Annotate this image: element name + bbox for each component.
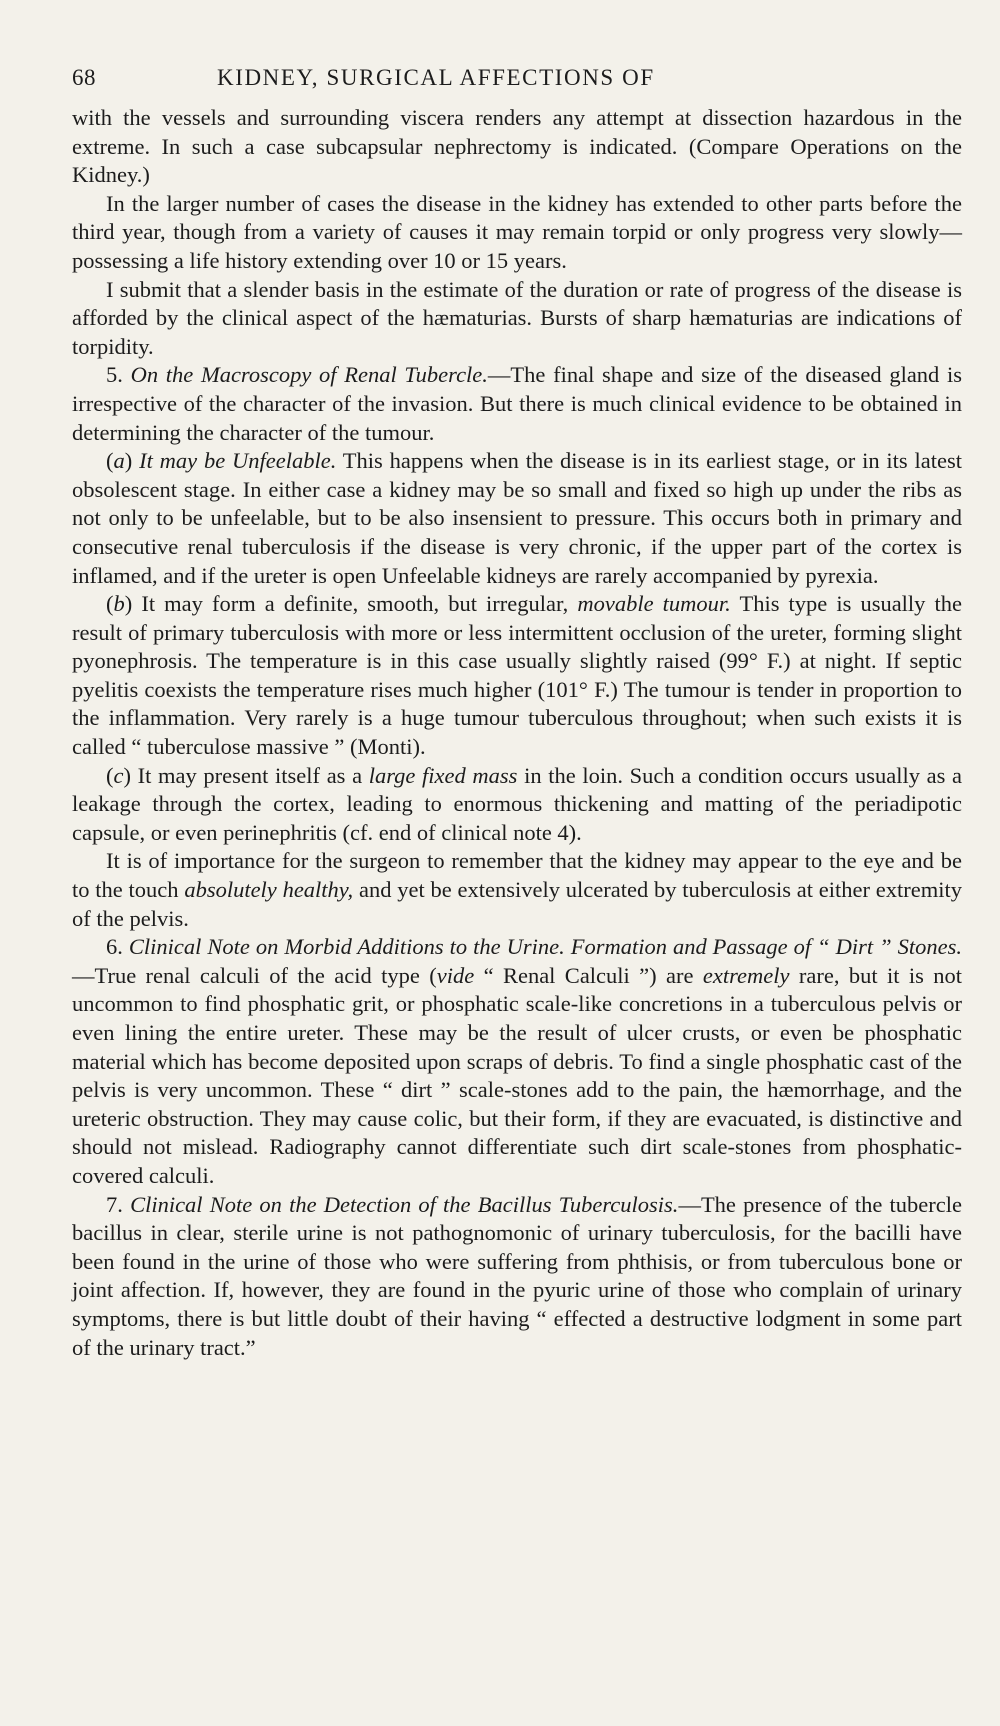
paragraph [72,190,962,276]
text-run: I submit that a slender basis in the estimate of the duration or rate of progress of the disease is afforded by the clinical aspect of the hæmaturias. Bursts of sharp hæmaturias are indications of torpidity. [72,276,962,359]
text-run: in the loin. Such a condition occurs usually as a leakage through the cortex, leading to enormous thickening and matting of the periadipotic capsule, or even perinephritis (cf. end of clinical note 4). [72,762,962,845]
italic-text: movable tumour. [577,591,731,617]
text-run: —True renal calculi of the acid type ( [72,962,437,988]
text-run: ( [106,448,114,474]
italic-text: absolutely healthy, [184,877,354,903]
text-run: It is of importance for the surgeon to remember that the kidney may appear to the eye and be to the touch [72,848,962,903]
running-head [72,64,962,94]
text-run: 7. [106,1191,131,1217]
text-run: with the vessels and surrounding viscera renders any attempt at dissection hazardous in the extreme. In such a case subcapsular nephrectomy is indicated. (Compare Operations on the Kidney.) [72,105,962,188]
running-title: KIDNEY, SURGICAL AFFECTIONS OF [217,65,655,90]
italic-text: Clinical Note on Morbid Additions to the Urine. Formation and Passage of “ Dirt ” Stones. [128,934,963,960]
body-text [72,104,962,1362]
paragraph [72,104,962,190]
italic-text: It may be Unfeelable. [139,448,337,474]
italic-text: Clinical Note on the Detection of the Bacillus Tuberculosis. [130,1191,679,1217]
paragraph [72,762,962,848]
text-run: ) [124,448,140,474]
page-number: 68 [72,65,96,90]
italic-text: extremely [702,962,790,988]
text-run: —The final shape and size of the diseased gland is irrespective of the character of the invasion. But there is much clinical evidence to be obtained in determining the character of the tumour. [72,362,963,445]
text-run: In the larger number of cases the disease in the kidney has extended to other parts before the third year, though from a variety of causes it may remain torpid or only progress very slowly—possessing a life history extending over 10 or 15 years. [72,190,962,273]
text-run: ( [106,762,114,788]
text-run: ( [106,591,114,617]
text-run: This happens when the disease is in its earliest stage, or in its latest obsolescent stage. In either case a kidney may be so small and fixed so high up under the ribs as not only to be unfeelable, but to be also insensient to pressure. This occurs both in primary and consecutive renal tuberculosis if the disease is very chronic, if the upper part of the cortex is inflamed, and if the ureter is open Unfeelable kidneys are rarely accompanied by pyrexia. [72,448,962,588]
text-run: 5. [106,362,131,388]
text-run: ) It may present itself as a [123,762,369,788]
paragraph [72,847,962,933]
paragraph [72,933,962,1190]
text-run: This type is usually the result of primary tuberculosis with more or less intermittent occlusion of the ureter, forming slight pyonephrosis. The temperature is in this case usually slightly raised (99° F.) at night. If septic pyelitis coexists the temperature rises much higher (101° F.) The tumour is tender in proportion to the inflammation. Very rarely is a huge tumour tuberculous throughout; when such exists it is called “ tuberculose massive ” (Monti). [72,591,962,760]
text-run: “ Renal Calculi ”) are [474,962,703,988]
paragraph [72,1191,962,1363]
italic-text: a [113,448,125,474]
italic-text: vide [436,962,475,988]
text-run: ) It may form a definite, smooth, but irregular, [124,591,578,617]
italic-text: b [113,591,125,617]
text-run: —The presence of the tubercle bacillus in clear, sterile urine is not pathognomonic of urinary tuberculosis, for the bacilli have been found in the urine of those who were suffering from phthisis, or from tuberculous bone or joint affection. If, however, they are found in the pyuric urine of those who complain of urinary symptoms, there is but little doubt of their having “ effected a destructive lodgment in some part of the urinary tract.” [72,1191,962,1360]
text-run: 6. [106,934,129,960]
text-run: and yet be extensively ulcerated by tuberculosis at either extremity of the pelvis. [72,877,962,931]
italic-text: On the Macroscopy of Renal Tubercle. [130,362,488,388]
paragraph [72,590,962,762]
paragraph [72,276,962,362]
italic-text: c [113,762,124,788]
paragraph [72,447,962,590]
text-run: rare, but it is not uncommon to find phosphatic grit, or phosphatic scale-like concretions in a tuberculous pelvis or even lining the entire ureter. These may be the result of ulcer crusts, or even be phosphatic material which has become deposited upon scraps of debris. To find a single phosphatic cast of the pelvis is very uncommon. These “ dirt ” scale-stones add to the pain, the hæmorrhage, and the ureteric obstruction. They may cause colic, but their form, if they are evacuated, is distinctive and should not mislead. Radiography cannot differentiate such dirt scale-stones from phosphatic-covered calculi. [72,962,962,1188]
paragraph [72,361,962,447]
italic-text: large fixed mass [368,762,518,788]
